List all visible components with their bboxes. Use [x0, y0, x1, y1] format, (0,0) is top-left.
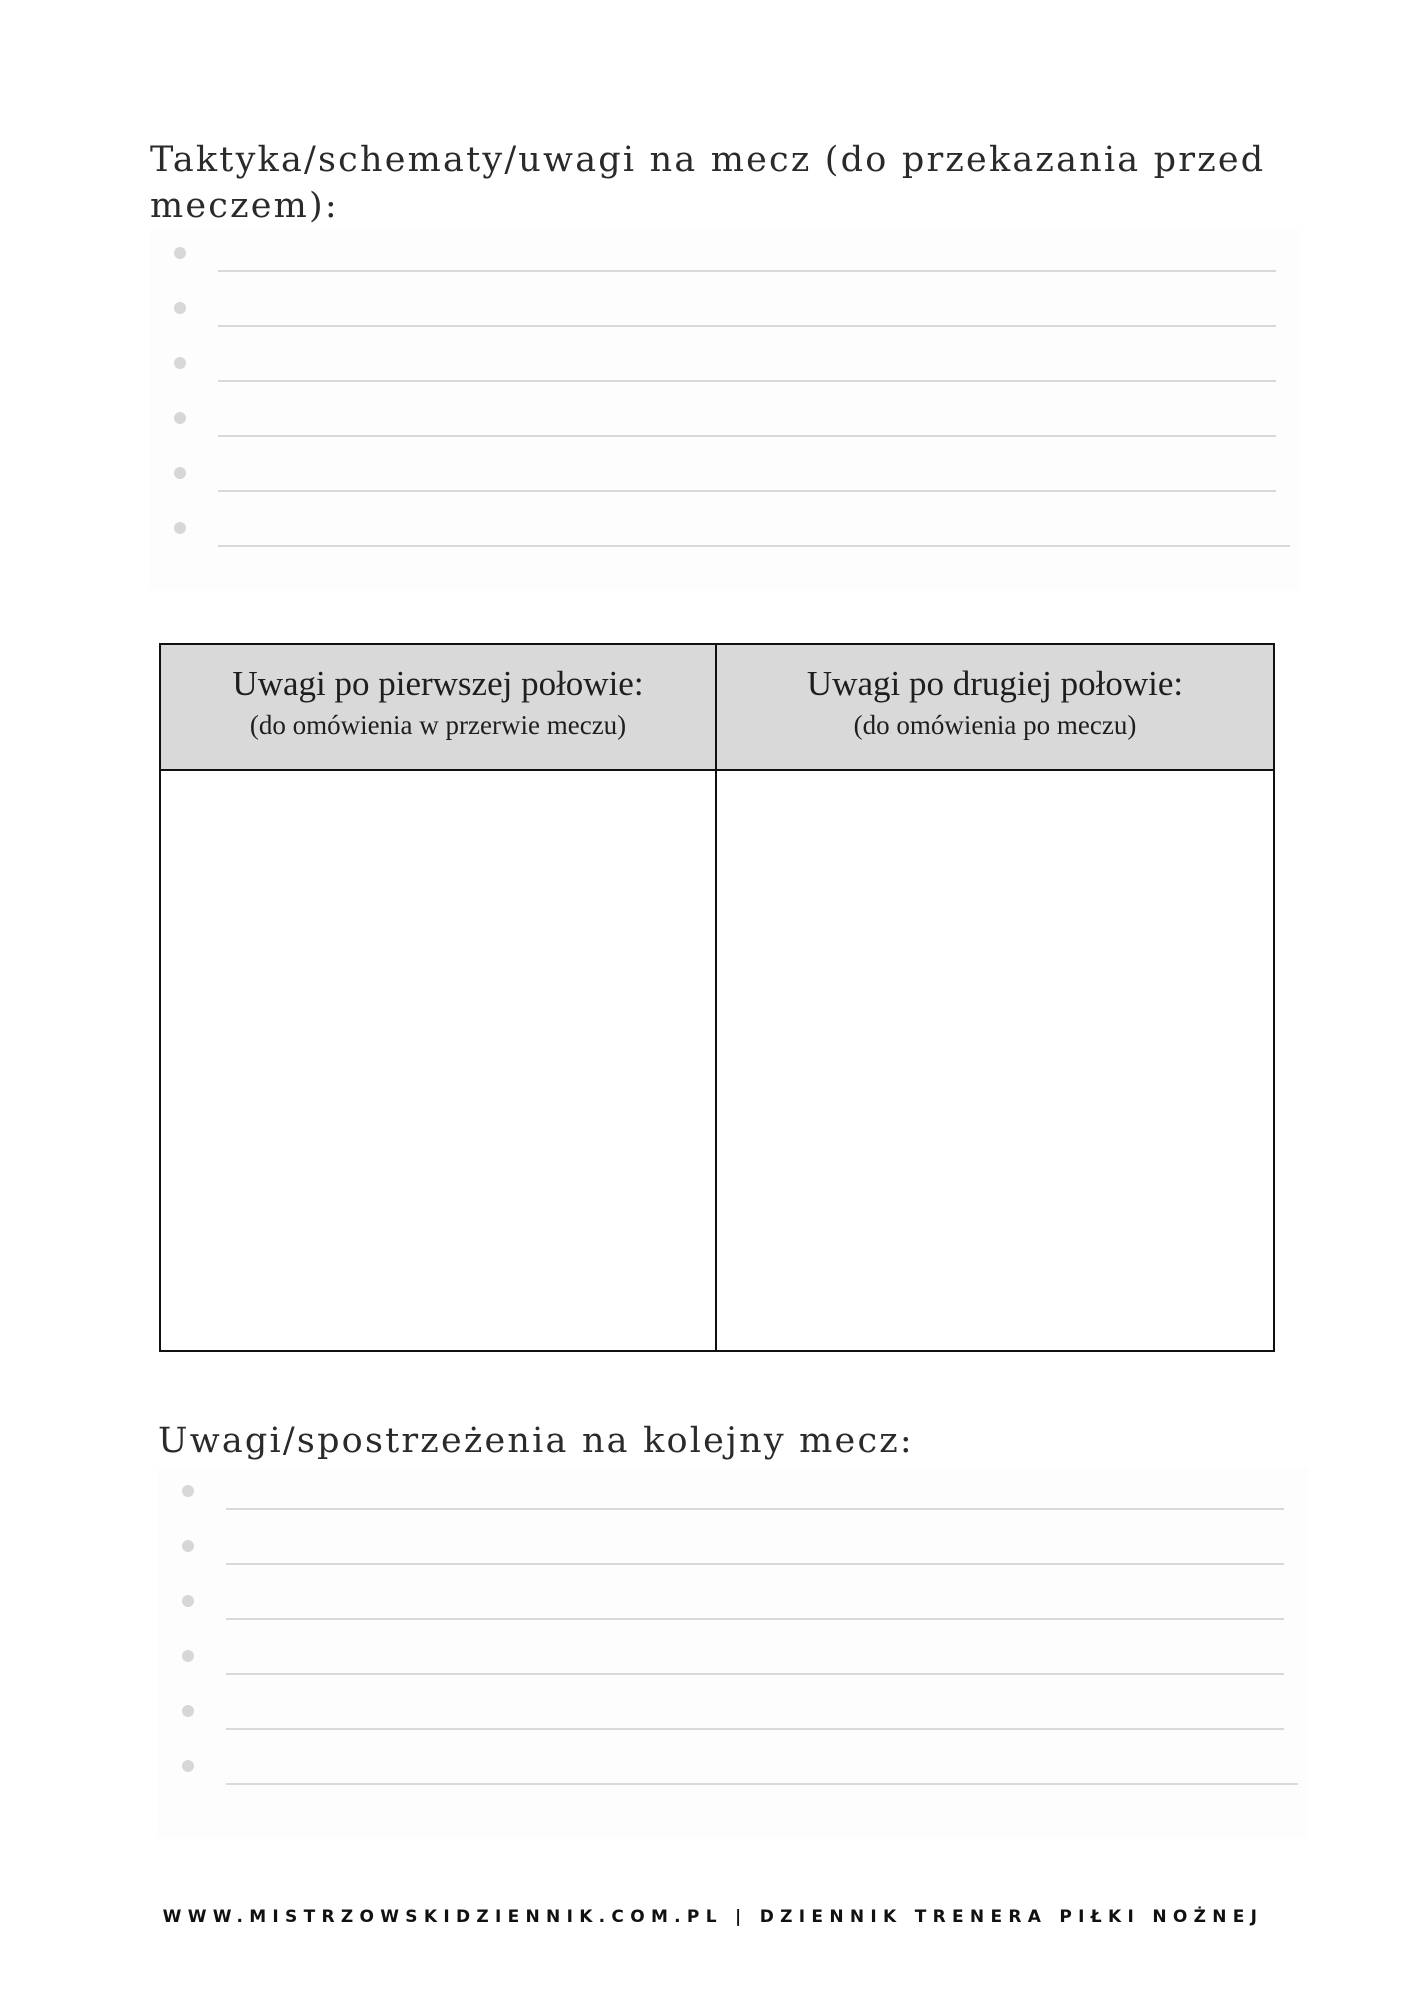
note-line[interactable] — [150, 395, 1300, 450]
note-line[interactable] — [158, 1688, 1308, 1743]
bullet-icon — [174, 467, 186, 479]
note-line[interactable] — [158, 1578, 1308, 1633]
first-half-notes-area[interactable] — [161, 771, 717, 1350]
writing-line — [218, 435, 1276, 437]
bullet-icon — [182, 1760, 194, 1772]
writing-line — [218, 545, 1290, 547]
writing-line — [226, 1508, 1284, 1510]
bullet-icon — [174, 412, 186, 424]
writing-line — [226, 1783, 1298, 1785]
next-match-notes-title: Uwagi/spostrzeżenia na kolejny mecz: — [158, 1421, 914, 1461]
note-line[interactable] — [158, 1468, 1308, 1523]
note-line[interactable] — [158, 1523, 1308, 1578]
writing-line — [218, 490, 1276, 492]
bullet-icon — [174, 522, 186, 534]
second-half-header — [717, 645, 1273, 771]
writing-line — [226, 1563, 1284, 1565]
second-half-subtitle: (do omówienia po meczu) — [853, 710, 1137, 740]
note-line[interactable] — [158, 1743, 1308, 1798]
bullet-icon — [182, 1485, 194, 1497]
first-half-title: Uwagi po pierwszej połowie: — [232, 664, 644, 703]
writing-line — [218, 380, 1276, 382]
next-match-notes-lines — [158, 1468, 1308, 1838]
bullet-icon — [182, 1650, 194, 1662]
first-half-subtitle: (do omówienia w przerwie meczu) — [249, 710, 627, 740]
second-half-title: Uwagi po drugiej połowie: — [806, 664, 1184, 703]
writing-line — [226, 1618, 1284, 1620]
note-line[interactable] — [150, 505, 1300, 560]
first-half-header — [161, 645, 717, 771]
bullet-icon — [174, 247, 186, 259]
second-half-notes-area[interactable] — [717, 771, 1273, 1350]
pre-match-notes-title: Taktyka/schematy/uwagi na mecz (do przekazania przed meczem): — [150, 140, 1266, 226]
note-line[interactable] — [150, 285, 1300, 340]
bullet-icon — [174, 302, 186, 314]
writing-line — [218, 270, 1276, 272]
pre-match-notes-lines — [150, 230, 1300, 590]
bullet-icon — [182, 1705, 194, 1717]
writing-line — [218, 325, 1276, 327]
note-line[interactable] — [150, 450, 1300, 505]
writing-line — [226, 1728, 1284, 1730]
note-line[interactable] — [158, 1633, 1308, 1688]
bullet-icon — [174, 357, 186, 369]
writing-line — [226, 1673, 1284, 1675]
halftime-notes-table — [159, 643, 1275, 1352]
bullet-icon — [182, 1540, 194, 1552]
footer-credits: WWW.MISTRZOWSKIDZIENNIK.COM.PL | DZIENNIK TRENERA PIŁKI NOŻNEJ — [162, 1907, 1264, 1927]
note-line[interactable] — [150, 230, 1300, 285]
bullet-icon — [182, 1595, 194, 1607]
note-line[interactable] — [150, 340, 1300, 395]
